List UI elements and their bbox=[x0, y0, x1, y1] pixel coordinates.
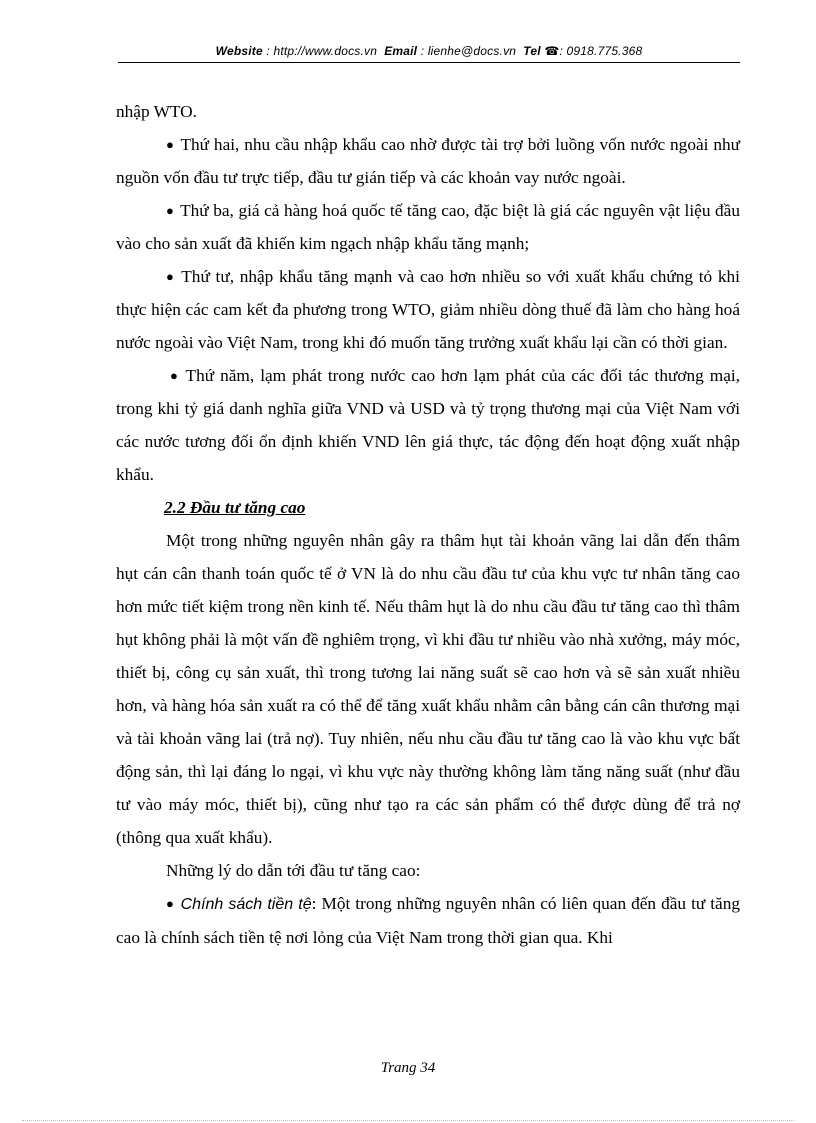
email-value: : lienhe@docs.vn bbox=[420, 44, 517, 58]
tel-label: Tel bbox=[523, 44, 541, 58]
document-body bbox=[116, 95, 740, 954]
bullet-paragraph bbox=[116, 128, 740, 194]
bullet-icon: ● bbox=[166, 203, 175, 218]
bullet-paragraph bbox=[116, 260, 740, 359]
bullet-icon: ● bbox=[166, 137, 175, 152]
header-divider bbox=[118, 62, 740, 63]
bullet-icon: ● bbox=[166, 896, 175, 911]
paragraph-text: : Một trong những nguyên nhân có liên quan đến đầu tư tăng cao là chính sách tiền tệ nơi lỏng của Việt Nam trong thời gian qua. Khi bbox=[116, 894, 741, 947]
section-heading: 2.2 Đầu tư tăng cao bbox=[164, 498, 306, 517]
page-header bbox=[118, 44, 740, 58]
bullet-paragraph bbox=[116, 194, 740, 260]
paragraph-text: Thứ tư, nhập khẩu tăng mạnh và cao hơn nhiều so với xuất khẩu chứng tỏ khi thực hiện các cam kết đa phương trong WTO, giảm nhiều dòng thuế đã làm cho hàng hoá nước ngoài vào Việt Nam, trong khi đó muốn tăng trưởng xuất khẩu lại cần có thời gian. bbox=[116, 267, 740, 352]
page-number: Trang 34 bbox=[380, 1060, 436, 1076]
bullet-label: Chính sách tiền tệ bbox=[180, 896, 312, 913]
bullet-paragraph bbox=[116, 887, 740, 954]
bullet-paragraph bbox=[116, 359, 740, 491]
bullet-icon: ● bbox=[170, 368, 180, 383]
page-bottom-divider bbox=[22, 1120, 794, 1121]
website-label: Website bbox=[215, 44, 263, 58]
paragraph-text: Thứ hai, nhu cầu nhập khẩu cao nhờ được tài trợ bởi luồng vốn nước ngoài như nguồn vốn đầu tư trực tiếp, đầu tư gián tiếp và các khoản vay nước ngoài. bbox=[116, 135, 740, 187]
bullet-icon: ● bbox=[166, 269, 176, 284]
tel-value: : 0918.775.368 bbox=[559, 44, 643, 58]
paragraph-text: Thứ năm, lạm phát trong nước cao hơn lạm phát của các đối tác thương mại, trong khi tỷ giá danh nghĩa giữa VND và USD và tỷ trọng thương mại của Việt Nam với các nước tương đối ổn định khiến VND lên giá thực, tác động đến hoạt động xuất nhập khẩu. bbox=[116, 366, 740, 484]
website-value: : http://www.docs.vn bbox=[266, 44, 378, 58]
email-label: Email bbox=[384, 44, 418, 58]
paragraph: nhập WTO. bbox=[116, 102, 197, 121]
phone-icon: ☎ bbox=[544, 44, 560, 58]
paragraph: Những lý do dẫn tới đầu tư tăng cao: bbox=[166, 861, 421, 880]
paragraph: Một trong những nguyên nhân gây ra thâm hụt tài khoản vãng lai dẫn đến thâm hụt cán cân thanh toán quốc tế ở VN là do nhu cầu đầu tư của khu vực tư nhân tăng cao hơn mức tiết kiệm trong nền kinh tế. Nếu thâm hụt là do nhu cầu đầu tư tăng cao thì thâm hụt không phải là một vấn đề nghiêm trọng, vì khi đầu tư nhiều vào nhà xưởng, máy móc, thiết bị, công cụ sản xuất, thì trong tương lai năng suất sẽ cao hơn và sẽ sản xuất nhiều hơn, và hàng hóa sản xuất ra có thể để tăng xuất khẩu nhằm cân bằng cán cân thương mại và tài khoản vãng lai (trả nợ). Tuy nhiên, nếu nhu cầu đầu tư tăng cao là vào khu vực bất động sản, thì lại đáng lo ngại, vì khu vực này thường không làm tăng năng suất (như đầu tư vào máy móc, thiết bị), cũng như tạo ra các sản phẩm có thể được dùng để trả nợ (thông qua xuất khẩu). bbox=[116, 531, 740, 847]
paragraph-text: Thứ ba, giá cả hàng hoá quốc tế tăng cao, đặc biệt là giá các nguyên vật liệu đầu vào cho sản xuất đã khiến kim ngạch nhập khẩu tăng mạnh; bbox=[116, 201, 740, 253]
